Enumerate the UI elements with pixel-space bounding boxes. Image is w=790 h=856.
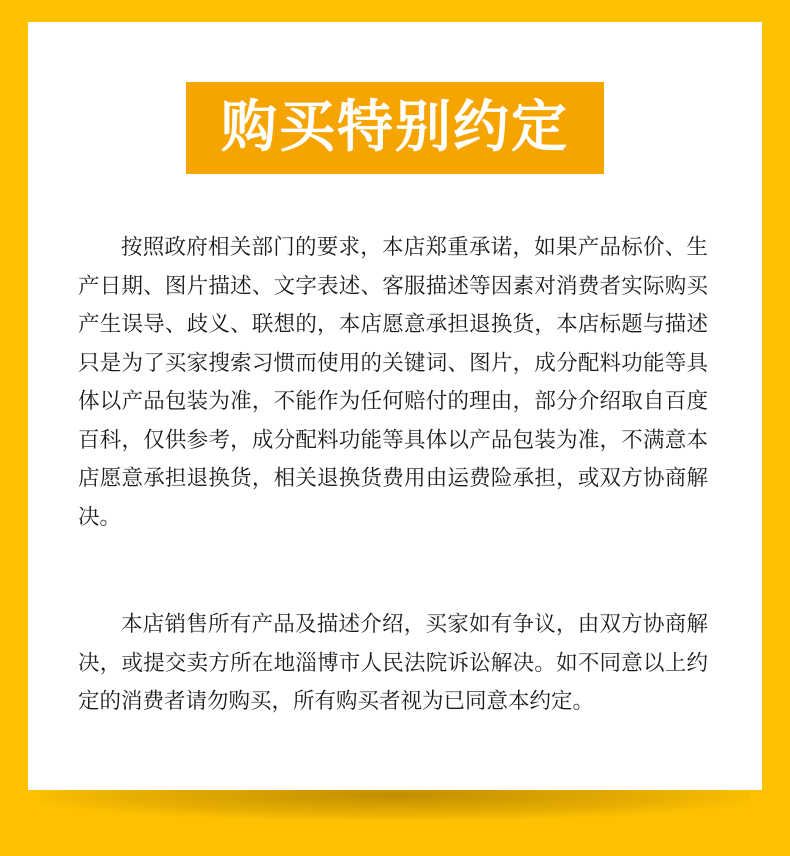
title-banner [186,82,604,174]
notice-card [28,22,762,790]
agreement-paragraph-2: 本店销售所有产品及描述介绍，买家如有争议，由双方协商解决，或提交卖方所在地淄博市人民法院诉讼解决。如不同意以上约定的消费者请勿购买，所有购买者视为已同意本约定。 [78,612,708,714]
page-title: 购买特别约定 [221,95,569,160]
agreement-paragraph-1: 按照政府相关部门的要求，本店郑重承诺，如果产品标价、生产日期、图片描述、文字表述、客服描述等因素对消费者实际购买产生误导、歧义、联想的，本店愿意承担退换货，本店标题与描述只是为了买家搜索习惯而使用的关键词、图片，成分配料功能等具体以产品包装为准，不能作为任何赔付的理由，部分介绍取自百度百科，仅供参考，成分配料功能等具体以产品包装为准，不满意本店愿意承担退换货，相关退换货费用由运费险承担，或双方协商解决。 [78,235,708,530]
